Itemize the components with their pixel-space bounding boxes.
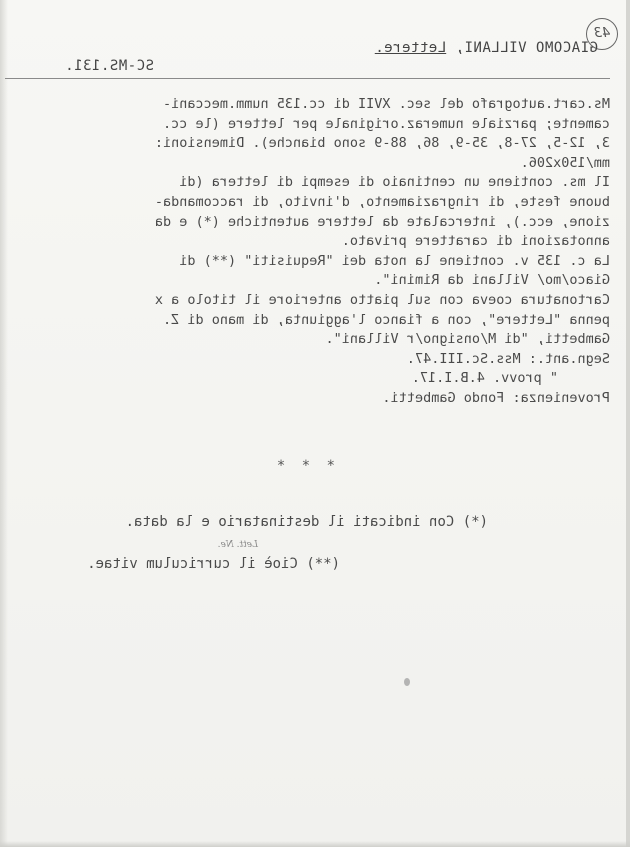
- body-line: Ms.cart.autografo del sec. XVII di cc.135 numm.meccani-: [162, 96, 610, 112]
- body-line: La c. 135 v. contiene la nota dei "Requisiti" (**) di: [179, 252, 610, 269]
- body-line: " provv. 4.B.I.17.: [411, 370, 558, 387]
- body-line: annotazioni di carattere privato.: [341, 233, 610, 250]
- handwritten-annotation: Lett. Ne.: [217, 540, 258, 550]
- header-rule: [5, 78, 610, 79]
- footnote-single-asterisk: (*) Con indicati il destinatario e la data.: [125, 514, 488, 530]
- section-separator: * * *: [272, 458, 335, 474]
- body-line: Provenienza: Fondo Gambetti.: [382, 389, 610, 406]
- paper-speck: [404, 678, 410, 686]
- header-title: [375, 40, 598, 56]
- body-line: zione, ecc.), intercalate da lettere autentiche (*) e da: [154, 213, 610, 230]
- header-title-underlined: Lettere.: [374, 40, 447, 56]
- body-line: mm/150x206.: [520, 154, 610, 171]
- shelfmark: SC-MS.131.: [64, 58, 154, 74]
- body-line: camente; parziale numeraz.originale per lettere (le cc.: [162, 115, 610, 132]
- body-line: Giaco/mo/ Villani da Rimini".: [374, 272, 610, 289]
- body-line: Cartonatura coeva con sul piatto anteriore il titolo a x: [154, 291, 610, 308]
- body-line: 3, 12-5, 27-8, 35-9, 86, 88-9 sono bianche). Dimensioni:: [154, 135, 610, 152]
- body-line: Segn.ant.: Mss.Sc.III.47.: [406, 350, 610, 367]
- body-line: Gambetti, "di M/onsigno/r Villani".: [325, 331, 610, 348]
- body-line: buone feste, di ringraziamento, d'invito, di raccomanda-: [154, 193, 610, 210]
- page-number-circle: 43: [586, 18, 618, 50]
- footnote-double-asterisk: (**) Cioè il curriculum vitae.: [87, 556, 340, 572]
- catalog-description: [10, 95, 610, 409]
- body-line: Il ms. contiene un centinaio di esempi di lettera (di: [179, 174, 610, 191]
- header-title-prefix: GIACOMO VILLANI,: [446, 40, 598, 56]
- body-line: penna "Lettere", con a fianco l'aggiunta, di mano di Z.: [162, 311, 610, 328]
